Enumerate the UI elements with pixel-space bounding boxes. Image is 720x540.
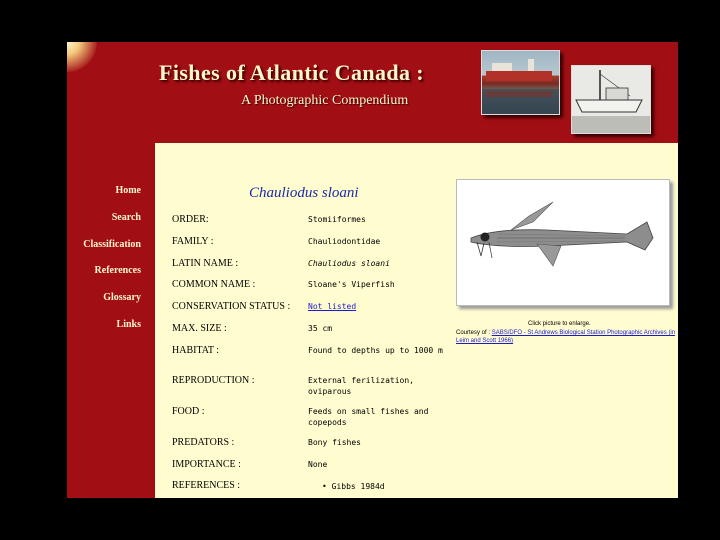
conservation-status-label: CONSERVATION STATUS : [172, 301, 291, 312]
reference-value: Gibbs 1984d [331, 482, 385, 491]
web-page [67, 42, 678, 498]
site-subtitle: A Photographic Compendium [241, 93, 409, 108]
photo-credit-link[interactable]: SABS/DFO - St Andrews Biological Station Photographic Archives (in Leim and Scott 1966) [456, 330, 676, 344]
common-name-label: COMMON NAME : [172, 279, 256, 290]
conservation-status-link[interactable]: Not listed [308, 302, 357, 311]
nav-classification-link[interactable]: Classification [83, 239, 141, 250]
latin-name-label: LATIN NAME : [172, 258, 239, 269]
content-corner-curve [155, 143, 199, 187]
references-label: REFERENCES : [172, 480, 241, 491]
food-label: FOOD : [172, 406, 205, 417]
habitat-value: Found to depths up to 1000 m [308, 346, 443, 355]
photo-enlarge-hint: Click picture to enlarge. [528, 321, 591, 327]
importance-label: IMPORTANCE : [172, 459, 241, 470]
viperfish-photo[interactable] [456, 179, 670, 306]
predators-value: Bony fishes [308, 438, 361, 447]
food-value: Feeds on small fishes and copepods [308, 407, 429, 427]
reproduction-value: External ferilization, oviparous [308, 376, 414, 396]
nav-glossary-link[interactable]: Glossary [103, 292, 141, 303]
header-photo-fishing-boat [571, 65, 651, 134]
max-size-label: MAX. SIZE : [172, 323, 227, 334]
family-value: Chauliodontidae [308, 237, 381, 246]
site-title: Fishes of Atlantic Canada : [159, 60, 425, 85]
habitat-label: HABITAT : [172, 345, 220, 356]
photo-credit-prefix: Courtesy of : [456, 330, 491, 336]
photo-credit [456, 329, 678, 345]
order-label: ORDER: [172, 214, 209, 225]
latin-name-value: Chauliodus sloani [308, 259, 390, 268]
order-value: Stomiiformes [308, 215, 366, 224]
reproduction-label: REPRODUCTION : [172, 375, 255, 386]
nav-search-link[interactable]: Search [111, 212, 141, 223]
header-photo-ship-harbour [481, 50, 560, 115]
predators-label: PREDATORS : [172, 437, 235, 448]
sidebar [67, 143, 155, 498]
nav-home-link[interactable]: Home [115, 185, 141, 196]
common-name-value: Sloane's Viperfish [308, 280, 395, 289]
reference-list-item: • Gibbs 1984d [322, 482, 385, 491]
nav-references-link[interactable]: References [94, 265, 141, 276]
species-title: Chauliodus sloani [249, 185, 359, 201]
nav-links-link[interactable]: Links [116, 319, 141, 330]
family-label: FAMILY : [172, 236, 214, 247]
max-size-value: 35 cm [308, 324, 333, 333]
importance-value: None [308, 460, 328, 469]
